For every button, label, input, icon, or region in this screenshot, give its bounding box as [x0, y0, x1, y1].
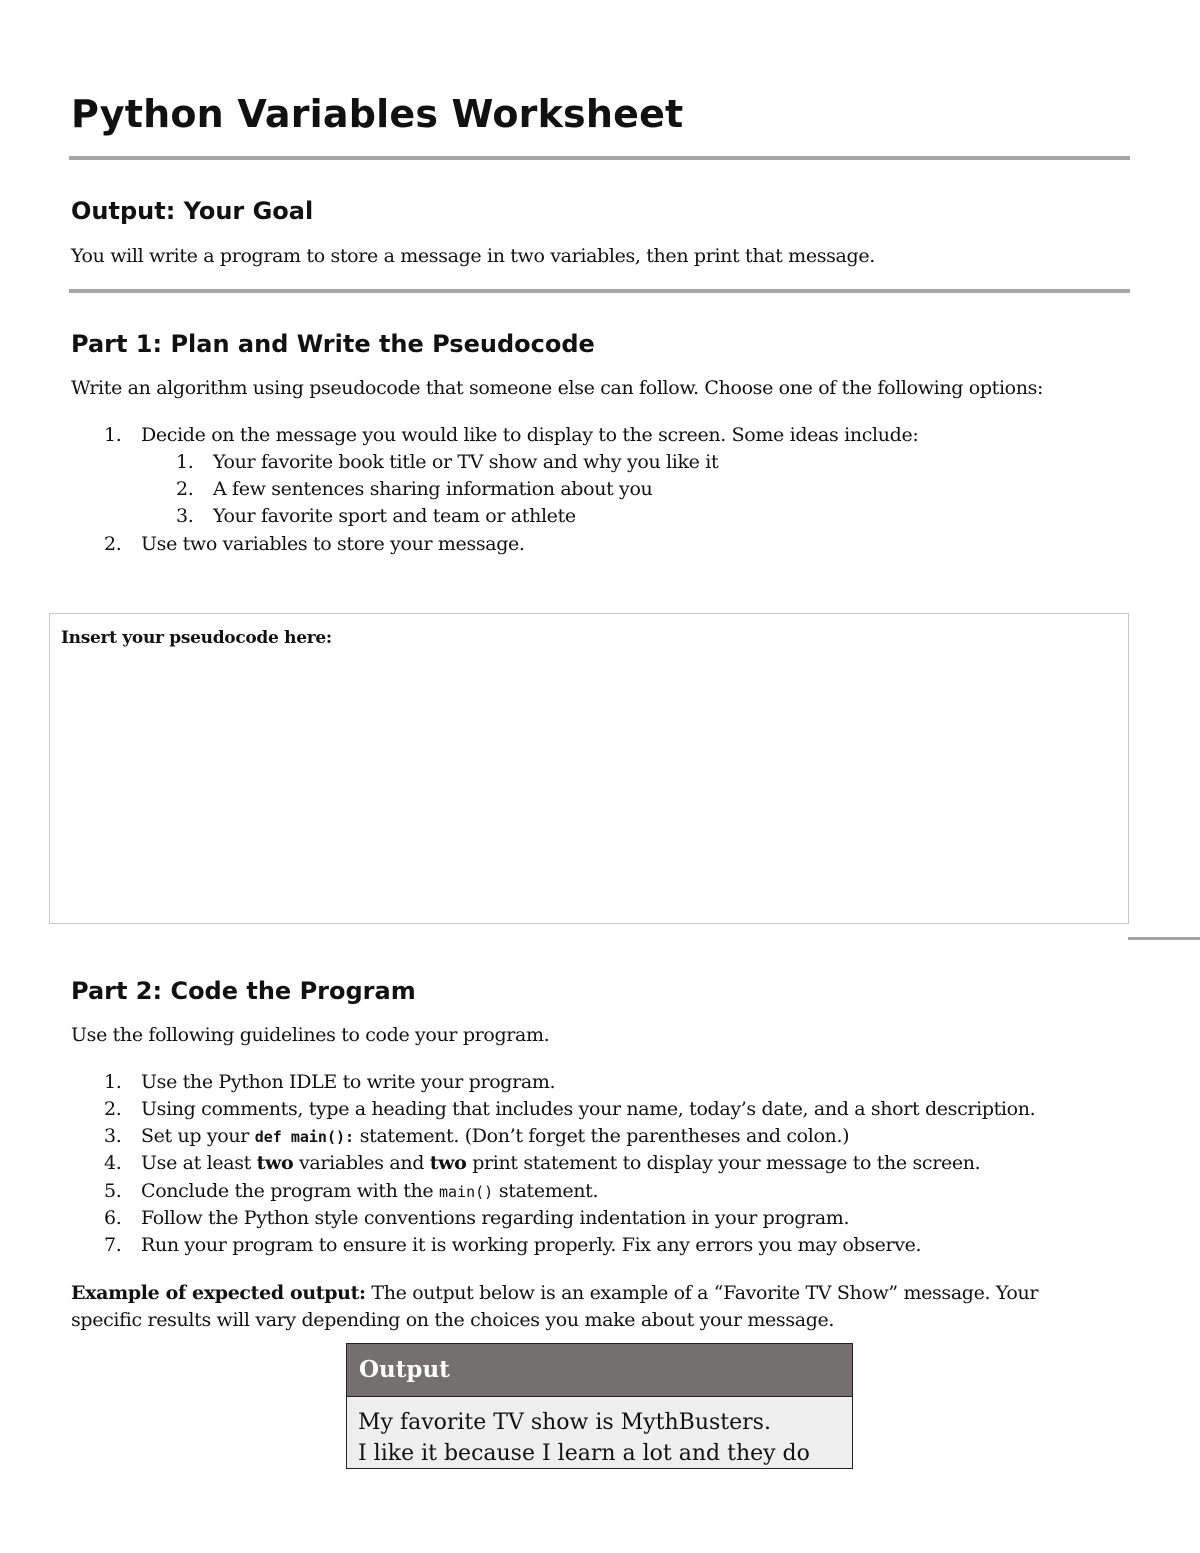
- list-text-post: print statement to display your message to the screen.: [466, 1152, 981, 1174]
- example-text-line-2: specific results will vary depending on the choices you make about your message.: [71, 1309, 835, 1331]
- page-title: Python Variables Worksheet: [71, 92, 684, 136]
- sub-list-number: 3.: [176, 505, 194, 527]
- list-number: 6.: [104, 1207, 122, 1229]
- list-text: Use two variables to store your message.: [141, 533, 525, 555]
- part2-intro: Use the following guidelines to code your program.: [71, 1024, 550, 1046]
- list-text-pre: Use at least: [141, 1152, 257, 1174]
- pseudocode-answer-box[interactable]: [49, 613, 1129, 924]
- list-text-pre: Conclude the program with the: [141, 1180, 439, 1202]
- emphasis: two: [256, 1152, 294, 1174]
- output-table-header: [347, 1344, 852, 1397]
- list-text: [141, 1152, 980, 1174]
- sub-list-text: Your favorite sport and team or athlete: [213, 505, 576, 527]
- part1-intro: Write an algorithm using pseudocode that someone else can follow. Choose one of the following options:: [71, 377, 1044, 399]
- list-number: 1.: [104, 424, 122, 446]
- code-snippet: main(): [439, 1183, 494, 1201]
- list-text-pre: Set up your: [141, 1125, 255, 1147]
- code-snippet: def main():: [254, 1128, 355, 1146]
- sub-list-number: 2.: [176, 478, 194, 500]
- list-number: 7.: [104, 1234, 122, 1256]
- list-text: Use the Python IDLE to write your program.: [141, 1071, 556, 1093]
- list-text-post: statement. (Don’t forget the parentheses and colon.): [354, 1125, 850, 1147]
- list-text: Using comments, type a heading that includes your name, today’s date, and a short description.: [141, 1098, 1036, 1120]
- example-label: Example of expected output:: [71, 1282, 366, 1304]
- part2-heading: Part 2: Code the Program: [71, 977, 416, 1005]
- part1-heading: Part 1: Plan and Write the Pseudocode: [71, 330, 595, 358]
- list-number: 2.: [104, 533, 122, 555]
- output-line: I like it because I learn a lot and they do: [358, 1441, 810, 1466]
- output-table-body: [347, 1397, 852, 1468]
- output-line: My favorite TV show is MythBusters.: [358, 1410, 771, 1435]
- example-text-line-1: The output below is an example of a “Favorite TV Show” message. Your: [365, 1282, 1039, 1304]
- section-divider: [69, 289, 1130, 293]
- list-text: Decide on the message you would like to display to the screen. Some ideas include:: [141, 424, 919, 446]
- sub-list-number: 1.: [176, 451, 194, 473]
- list-number: 5.: [104, 1180, 122, 1202]
- list-number: 3.: [104, 1125, 122, 1147]
- pseudocode-box-label: Insert your pseudocode here:: [61, 628, 332, 648]
- list-text: Run your program to ensure it is working properly. Fix any errors you may observe.: [141, 1234, 922, 1256]
- output-goal-text: You will write a program to store a message in two variables, then print that message.: [71, 245, 875, 267]
- list-text: [141, 1125, 849, 1147]
- list-text-mid: variables and: [293, 1152, 430, 1174]
- list-number: 1.: [104, 1071, 122, 1093]
- emphasis: two: [429, 1152, 467, 1174]
- output-goal-heading: Output: Your Goal: [71, 197, 314, 225]
- list-number: 4.: [104, 1152, 122, 1174]
- output-table: [346, 1343, 853, 1469]
- list-number: 2.: [104, 1098, 122, 1120]
- list-text-post: statement.: [493, 1180, 599, 1202]
- example-paragraph: [71, 1282, 1038, 1304]
- page-edge-divider: [1128, 937, 1200, 940]
- title-divider: [69, 156, 1130, 160]
- list-text: [141, 1180, 598, 1202]
- sub-list-text: A few sentences sharing information about you: [213, 478, 653, 500]
- sub-list-text: Your favorite book title or TV show and why you like it: [213, 451, 719, 473]
- output-table-header-label: Output: [359, 1356, 450, 1383]
- list-text: Follow the Python style conventions regarding indentation in your program.: [141, 1207, 850, 1229]
